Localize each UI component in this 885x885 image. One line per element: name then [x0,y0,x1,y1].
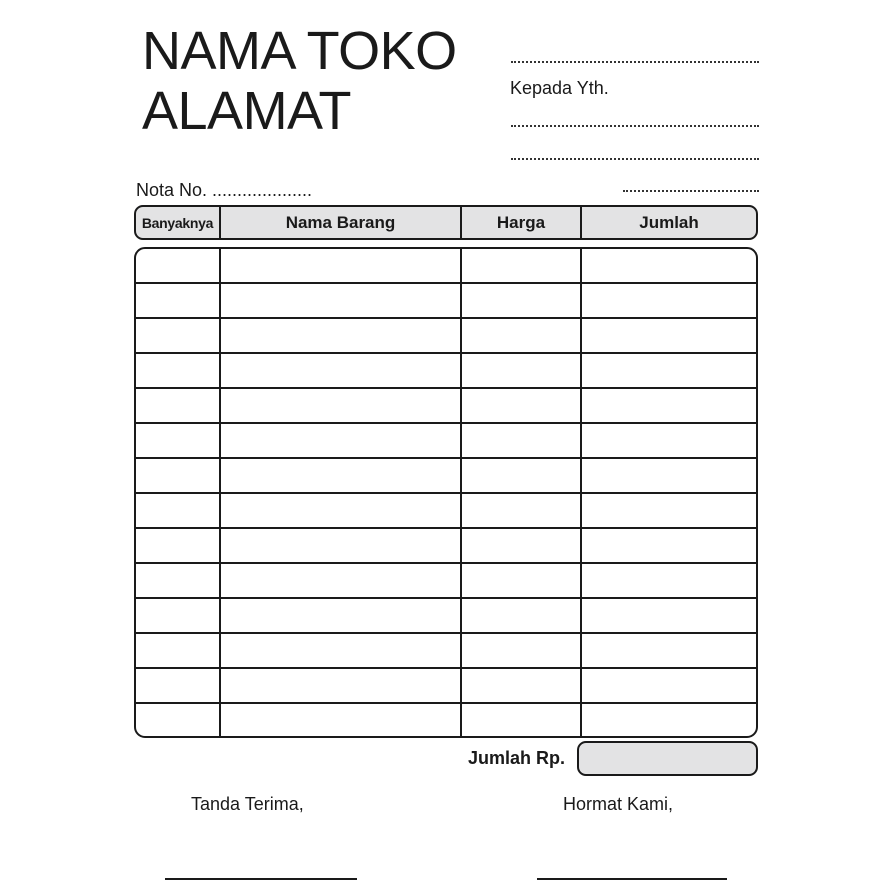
table-row [136,494,756,529]
total-cell[interactable] [582,459,756,492]
table-row [136,319,756,354]
total-amount-field[interactable] [577,741,758,776]
recipient-dotted-line-top[interactable] [511,61,759,63]
price-cell[interactable] [462,634,582,667]
quantity-cell[interactable] [136,424,221,457]
recipient-dotted-line-1[interactable] [511,125,759,127]
table-row [136,354,756,389]
table-row [136,599,756,634]
table-row [136,284,756,319]
total-cell[interactable] [582,249,756,282]
column-header-total: Jumlah [639,212,699,232]
item-name-cell[interactable] [221,284,462,317]
store-name: NAMA TOKO [142,21,457,81]
total-cell[interactable] [582,634,756,667]
quantity-cell[interactable] [136,284,221,317]
price-cell[interactable] [462,599,582,632]
quantity-cell[interactable] [136,599,221,632]
quantity-cell[interactable] [136,529,221,562]
item-name-cell[interactable] [221,634,462,667]
total-cell[interactable] [582,529,756,562]
item-name-cell[interactable] [221,494,462,527]
price-cell[interactable] [462,424,582,457]
item-name-cell[interactable] [221,354,462,387]
item-name-cell[interactable] [221,529,462,562]
price-cell[interactable] [462,494,582,527]
table-row [136,529,756,564]
sender-signature-label: Hormat Kami, [563,794,674,814]
invoice-number-label: Nota No. .................... [136,180,313,200]
column-header-item-name: Nama Barang [221,207,462,238]
item-name-cell[interactable] [221,319,462,352]
price-cell[interactable] [462,284,582,317]
total-cell[interactable] [582,599,756,632]
price-cell[interactable] [462,389,582,422]
quantity-cell[interactable] [136,354,221,387]
price-cell[interactable] [462,354,582,387]
price-cell[interactable] [462,669,582,702]
price-cell[interactable] [462,529,582,562]
table-row [136,249,756,284]
item-name-cell[interactable] [221,249,462,282]
price-cell[interactable] [462,249,582,282]
total-cell[interactable] [582,704,756,738]
quantity-cell[interactable] [136,459,221,492]
quantity-cell[interactable] [136,249,221,282]
items-table [134,247,758,738]
receiver-signature-line[interactable] [165,878,357,880]
quantity-cell[interactable] [136,564,221,597]
total-label: Jumlah Rp. [468,748,566,768]
total-cell[interactable] [582,564,756,597]
quantity-cell[interactable] [136,494,221,527]
table-row [136,424,756,459]
total-cell[interactable] [582,494,756,527]
price-cell[interactable] [462,459,582,492]
receiver-signature-label: Tanda Terima, [191,794,304,814]
item-name-cell[interactable] [221,389,462,422]
item-name-cell[interactable] [221,704,462,738]
table-row [136,564,756,599]
item-name-cell[interactable] [221,459,462,492]
store-address: ALAMAT [142,81,352,141]
column-header-quantity: Banyaknya [136,207,221,238]
quantity-cell[interactable] [136,669,221,702]
column-header-price: Harga [462,207,582,238]
price-cell[interactable] [462,564,582,597]
recipient-label: Kepada Yth. [510,78,609,98]
price-cell[interactable] [462,319,582,352]
total-cell[interactable] [582,354,756,387]
table-row [136,669,756,704]
quantity-cell[interactable] [136,634,221,667]
table-row [136,634,756,669]
total-cell[interactable] [582,669,756,702]
item-name-cell[interactable] [221,424,462,457]
table-row [136,704,756,738]
date-dotted-line[interactable] [623,190,759,192]
total-cell[interactable] [582,424,756,457]
table-row [136,389,756,424]
total-cell[interactable] [582,319,756,352]
item-name-cell[interactable] [221,599,462,632]
table-row [136,459,756,494]
price-cell[interactable] [462,704,582,738]
recipient-dotted-line-2[interactable] [511,158,759,160]
sender-signature-line[interactable] [537,878,727,880]
quantity-cell[interactable] [136,319,221,352]
quantity-cell[interactable] [136,389,221,422]
total-cell[interactable] [582,389,756,422]
total-cell[interactable] [582,284,756,317]
item-name-cell[interactable] [221,669,462,702]
quantity-cell[interactable] [136,704,221,738]
table-header [134,205,758,240]
item-name-cell[interactable] [221,564,462,597]
